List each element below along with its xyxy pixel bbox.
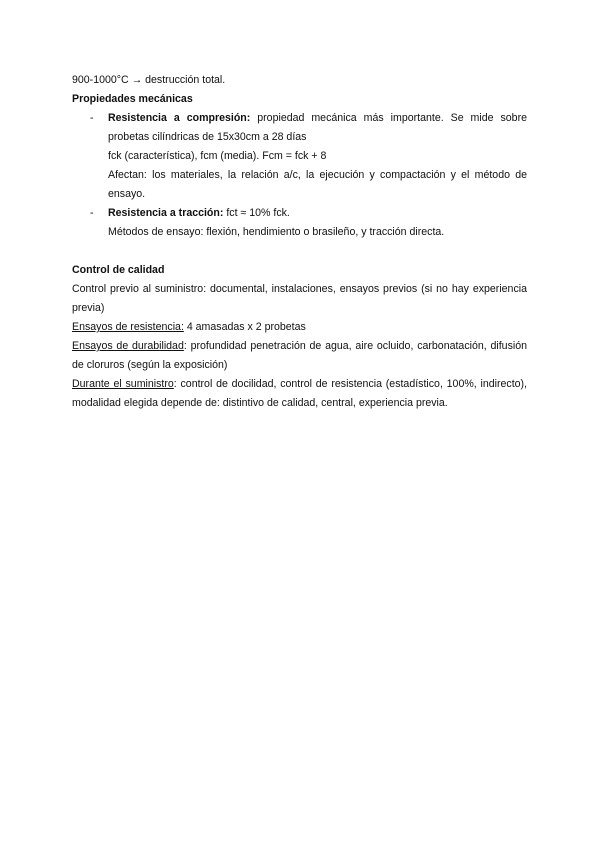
list-bullet: - [90, 112, 94, 124]
item-label: Resistencia a compresión: [108, 112, 251, 124]
item-extra-line: fck (característica), fcm (media). Fcm = fck + 8 [108, 150, 327, 162]
ensayos-durabilidad-line [72, 337, 527, 375]
underlined-label: Ensayos de resistencia: [72, 321, 184, 333]
list-item-traccion [72, 204, 527, 223]
underlined-label: Ensayos de durabilidad [72, 340, 184, 352]
durante-suministro-line [72, 375, 527, 413]
underlined-label: Durante el suministro [72, 378, 174, 390]
spacer [72, 242, 527, 261]
intro-line: 900-1000°C → destrucción total. [72, 74, 226, 86]
control-previo: Control previo al suministro: documental, instalaciones, ensayos previos (si no hay experiencia previa) [72, 283, 527, 314]
section-heading-propiedades: Propiedades mecánicas [72, 93, 193, 105]
list-bullet: - [90, 207, 94, 219]
ensayos-resistencia-line [72, 318, 527, 337]
item-extra-line: Métodos de ensayo: flexión, hendimiento o brasileño, y tracción directa. [108, 226, 445, 238]
line-text: 4 amasadas x 2 probetas [183, 321, 306, 333]
list-item-compresion [72, 109, 527, 147]
section-heading-control: Control de calidad [72, 264, 165, 276]
item-text: propiedad mecánica más importante. Se mide sobre probetas cilíndricas de 15x30cm a 28 días [108, 112, 527, 143]
document-body [72, 71, 527, 413]
line-text: : profundidad penetración de agua, aire ocluido, carbonatación, difusión de cloruros (según la exposición) [72, 340, 528, 371]
item-text: fct ≈ 10% fck. [223, 207, 290, 219]
item-label: Resistencia a tracción: [108, 207, 224, 219]
line-text: : control de docilidad, control de resistencia (estadístico, 100%, indirecto), modalidad elegida depende de: distintivo de calidad, central, experiencia previa. [72, 378, 528, 409]
item-extra-line: Afectan: los materiales, la relación a/c, la ejecución y compactación y el método de ensayo. [108, 169, 527, 200]
